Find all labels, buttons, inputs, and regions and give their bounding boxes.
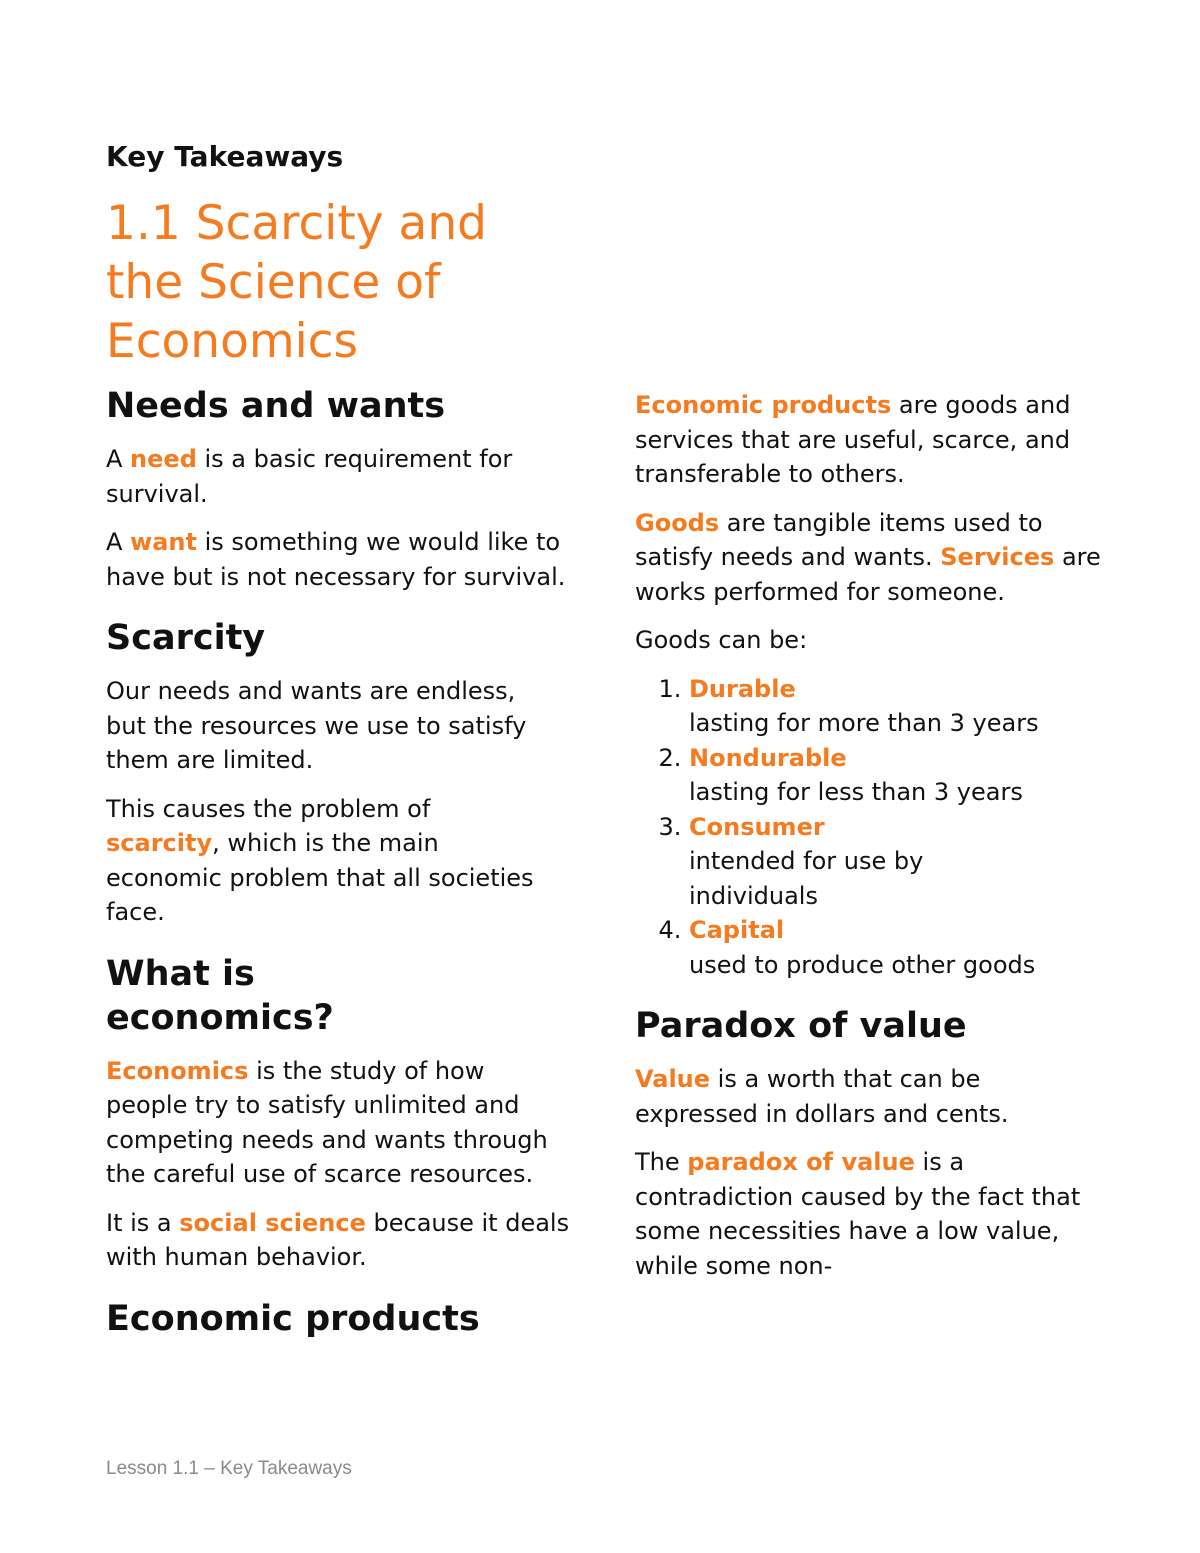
term-economics: Economics <box>106 1056 249 1085</box>
products-paragraph: Economic products are goods and services that are useful, scarce, and transferable to others. <box>635 391 1071 488</box>
economics-heading: What is economics? <box>106 953 334 1038</box>
goods-paragraph: Goods are tangible items used to satisfy needs and wants. Services are works performed for someone. <box>635 508 1101 606</box>
list-item: 3. Consumer intended for use by individuals <box>689 810 1105 914</box>
goods-types-list <box>635 672 1105 983</box>
products-heading: Economic products <box>106 1298 480 1339</box>
need-paragraph: A need is a basic requirement for survival. <box>106 445 513 508</box>
goods-intro: Goods can be: <box>635 626 808 654</box>
list-item: 2. Nondurable lasting for less than 3 years <box>689 741 1105 810</box>
term-economic-products: Economic products <box>635 391 892 419</box>
page-footer: Lesson 1.1 – Key Takeaways <box>106 1458 352 1479</box>
list-item: 4. Capital used to produce other goods <box>689 913 1105 982</box>
paradox-paragraph: The paradox of value is a contradiction caused by the fact that some necessities have a low value, while some non- <box>635 1148 1081 1280</box>
term-social-science: social science <box>179 1208 366 1237</box>
economics-paragraph-1: Economics is the study of how people try to satisfy unlimited and competing needs and wants through the careful use of scarce resources. <box>106 1056 548 1188</box>
paradox-heading: Paradox of value <box>635 1006 967 1046</box>
term-need: need <box>130 445 197 473</box>
scarcity-paragraph-1: Our needs and wants are endless, but the resources we use to satisfy them are limited. <box>106 677 527 774</box>
list-item: 1. Durable lasting for more than 3 years <box>689 672 1105 741</box>
right-column <box>635 388 1105 1297</box>
term-value: Value <box>635 1065 711 1093</box>
left-column <box>106 384 596 1355</box>
value-paragraph: Value is a worth that can be expressed in dollars and cents. <box>635 1065 1009 1128</box>
needs-heading: Needs and wants <box>106 386 446 426</box>
term-goods: Goods <box>635 508 720 537</box>
scarcity-heading: Scarcity <box>106 618 266 658</box>
page-title: 1.1 Scarcity and the Science of Economics <box>106 196 487 369</box>
kicker-heading: Key Takeaways <box>106 140 344 173</box>
term-services: Services <box>940 543 1055 571</box>
term-paradox-of-value: paradox of value <box>687 1148 915 1176</box>
scarcity-paragraph-2: This causes the problem of scarcity, which is the main economic problem that all societies face. <box>106 794 534 926</box>
economics-paragraph-2: It is a social science because it deals with human behavior. <box>106 1208 570 1271</box>
term-scarcity: scarcity <box>106 829 213 857</box>
want-paragraph: A want is something we would like to have but is not necessary for survival. <box>106 528 566 591</box>
term-want: want <box>130 528 197 556</box>
